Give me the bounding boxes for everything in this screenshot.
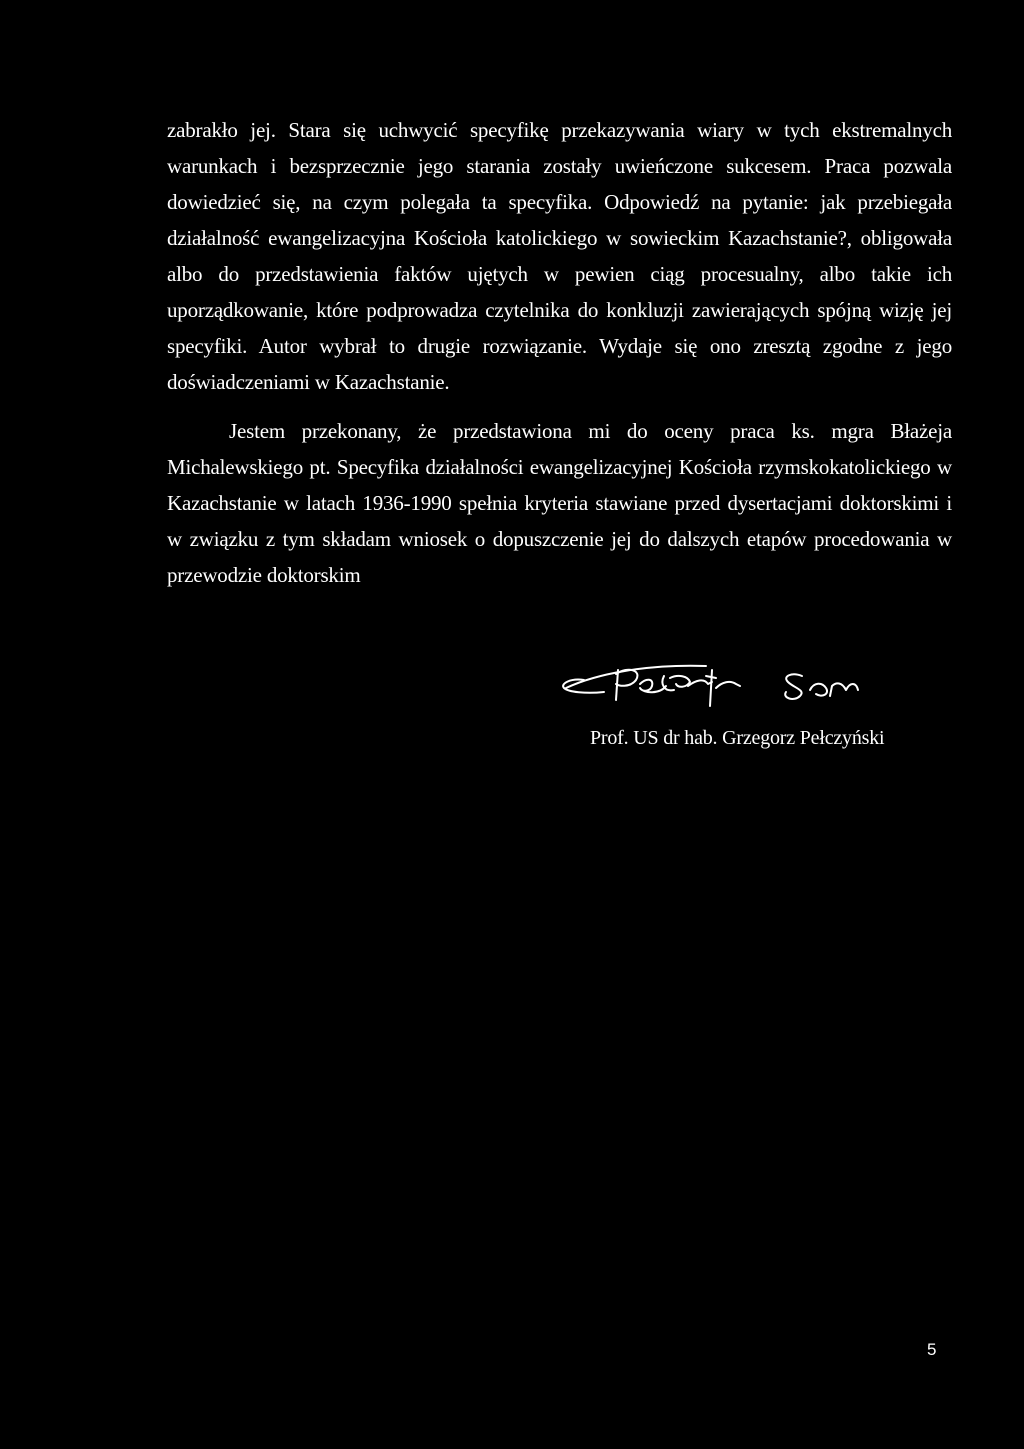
text-line: Kazachstanie w latach 1936-1990 spełnia kryteria stawiane przed dysertacjami doktorskimi i	[167, 491, 952, 515]
text-line: specyfiki. Autor wybrał to drugie rozwiązanie. Wydaje się ono zresztą zgodne z jego	[167, 334, 952, 358]
text-line: doświadczeniami w Kazachstanie.	[167, 370, 450, 394]
review-paragraph-1	[167, 112, 952, 400]
text-line: w związku z tym składam wniosek o dopuszczenie jej do dalszych etapów procedowania w	[167, 527, 952, 551]
page-number: 5	[927, 1340, 937, 1359]
text-line: uporządkowanie, które podprowadza czytelnika do konkluzji zawierających spójną wizję jej	[167, 298, 952, 322]
text-line: zabrakło jej. Stara się uchwycić specyfikę przekazywania wiary w tych ekstremalnych	[167, 118, 952, 142]
text-line: Jestem przekonany, że przedstawiona mi do oceny praca ks. mgra Błażeja	[229, 419, 952, 443]
conclusion-paragraph	[167, 413, 952, 593]
text-line: warunkach i bezsprzecznie jego starania zostały uwieńczone sukcesem. Praca pozwala	[167, 154, 952, 178]
text-line: dowiedzieć się, na czym polegała ta specyfika. Odpowiedź na pytanie: jak przebiegała	[167, 190, 952, 214]
text-line: przewodzie doktorskim	[167, 563, 361, 587]
text-line: albo do przedstawienia faktów ujętych w pewien ciąg procesualny, albo takie ich	[167, 262, 952, 286]
text-line: Michalewskiego pt. Specyfika działalności ewangelizacyjnej Kościoła rzymskokatolickiego w	[167, 455, 952, 479]
signer-name: Prof. US dr hab. Grzegorz Pełczyński	[590, 727, 885, 749]
text-line: działalność ewangelizacyjna Kościoła katolickiego w sowieckim Kazachstanie?, obligowała	[167, 226, 952, 250]
